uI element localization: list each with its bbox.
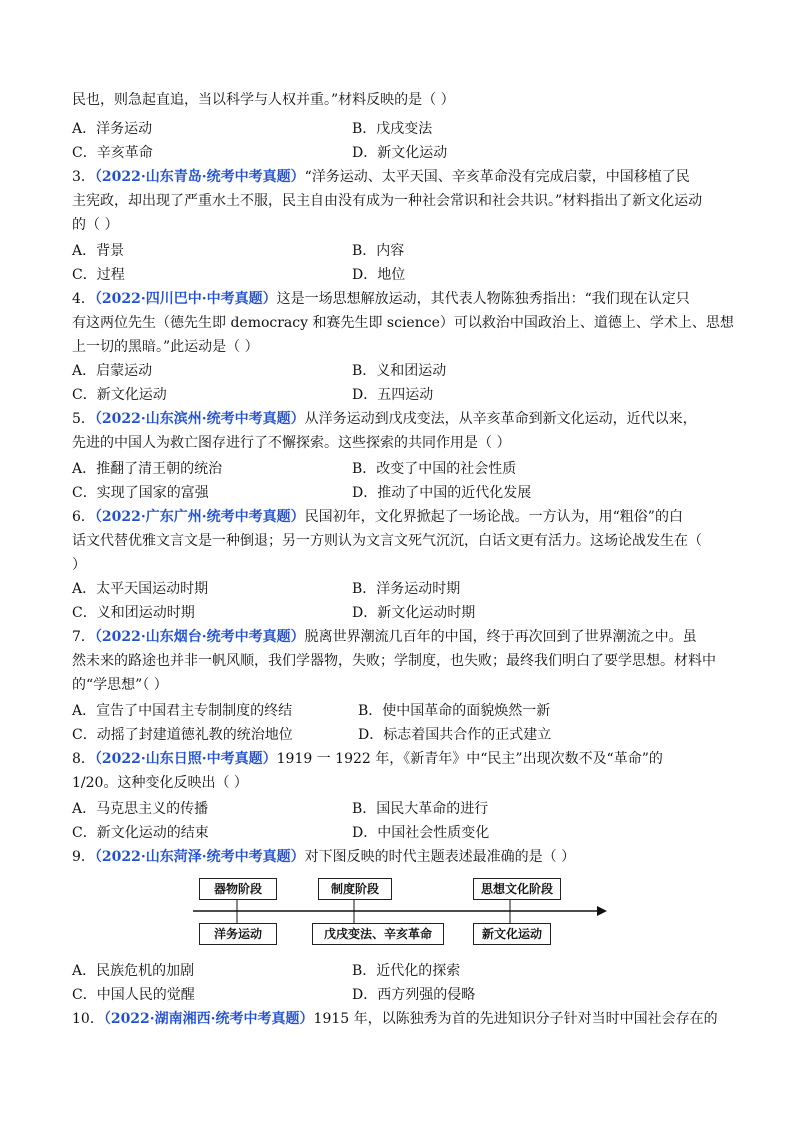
q3-option-b: B．内容 — [352, 243, 405, 259]
q8-option-c: C．新文化运动的结束 — [72, 825, 209, 841]
q4-option-d: D．五四运动 — [352, 387, 434, 403]
q5-text: 从洋务运动到戊戌变法，从辛亥革命到新文化运动，近代以来， — [304, 411, 697, 427]
q3-option-d: D．地位 — [352, 267, 406, 283]
q5-stem-line2: 先进的中国人为救亡图存进行了不懈探索。这些探索的共同作用是（ ） — [72, 435, 511, 451]
q9-number: 9． — [72, 849, 95, 865]
q2-option-b: B．戊戌变法 — [352, 121, 433, 137]
q6-stem-line2: 话文代替优雅文言文是一种倒退；另一方则认为文言文死气沉沉，白话文更有活力。这场论战发生在（ — [72, 533, 702, 549]
q7-option-d: D．标志着国共合作的正式建立 — [358, 727, 552, 743]
q4-stem-line1 — [72, 288, 728, 311]
q7-number: 7． — [72, 629, 95, 645]
q6-source: （2022·广东广州·统考中考真题） — [94, 509, 305, 525]
q2-option-c: C．辛亥革命 — [72, 145, 153, 161]
q10-text: 1915 年，以陈独秀为首的先进知识分子针对当时中国社会存在的 — [313, 1011, 718, 1027]
q4-option-c: C．新文化运动 — [72, 387, 167, 403]
stage-box-artifact: 器物阶段 — [199, 878, 277, 900]
q8-stem-line2: 1/20。这种变化反映出（ ） — [72, 775, 248, 791]
q7-stem-line3: 的“学思想”（ ） — [72, 677, 168, 693]
q8-option-a: A．马克思主义的传播 — [72, 801, 209, 817]
q6-stem-line3: ） — [72, 557, 86, 573]
q5-option-b: B．改变了中国的社会性质 — [352, 461, 517, 477]
event-box-westernization: 洋务运动 — [199, 923, 277, 945]
q7-stem-line2: 然未来的路途也并非一帆风顺，我们学器物，失败；学制度，也失败；最终我们明白了要学思想。材料中 — [72, 653, 716, 669]
q5-option-c: C．实现了国家的富强 — [72, 485, 209, 501]
q7-option-c: C．动摇了封建道德礼教的统治地位 — [72, 727, 293, 743]
q5-source: （2022·山东滨州·统考中考真题） — [94, 411, 305, 427]
stage-box-thought-culture: 思想文化阶段 — [473, 878, 561, 900]
q3-stem-line2: 主宪政，却出现了严重水土不服，民主自由没有成为一种社会常识和社会共识。”材料指出了新文化运动 — [72, 193, 703, 209]
q8-number: 8． — [72, 751, 95, 767]
timeline-arrowhead — [597, 906, 607, 916]
q3-source: （2022·山东青岛·统考中考真题） — [94, 169, 305, 185]
q3-text: “洋务运动、太平天国、辛亥革命没有完成启蒙，中国移植了民 — [304, 169, 690, 185]
timeline-diagram — [193, 876, 607, 946]
q4-stem-line3: 上一切的黑暗。”此运动是（ ） — [72, 339, 259, 355]
q7-source: （2022·山东烟台·统考中考真题） — [94, 629, 305, 645]
q6-text: 民国初年，文化界掀起了一场论战。一方认为，用“粗俗”的白 — [304, 509, 683, 525]
q3-option-a: A．背景 — [72, 243, 125, 259]
q2-stem-tail: 民也，则急起直追，当以科学与人权并重。”材料反映的是（ ） — [72, 92, 455, 108]
q4-source: （2022·四川巴中·中考真题） — [94, 291, 277, 307]
q6-number: 6． — [72, 509, 95, 525]
q7-stem-line1 — [72, 626, 728, 649]
q7-text: 脱离世界潮流几百年的中国，终于再次回到了世界潮流之中。虽 — [304, 629, 697, 645]
q3-stem-line1 — [72, 166, 728, 189]
q5-option-d: D．推动了中国的近代化发展 — [352, 485, 532, 501]
q7-option-b: B．使中国革命的面貌焕然一新 — [358, 703, 551, 719]
q5-stem-line1 — [72, 408, 728, 431]
q9-option-d: D．西方列强的侵略 — [352, 987, 476, 1003]
q8-option-b: B．国民大革命的进行 — [352, 801, 489, 817]
q2-option-d: D．新文化运动 — [352, 145, 448, 161]
q6-stem-line1 — [72, 506, 728, 529]
stage-box-institution: 制度阶段 — [318, 878, 392, 900]
q8-source: （2022·山东日照·中考真题） — [94, 751, 277, 767]
q10-number: 10． — [72, 1011, 104, 1027]
event-box-reform-revolution: 戊戌变法、辛亥革命 — [312, 923, 444, 945]
q6-option-d: D．新文化运动时期 — [352, 605, 476, 621]
q9-source: （2022·山东菏泽·统考中考真题） — [94, 849, 305, 865]
q4-text: 这是一场思想解放运动，其代表人物陈独秀指出：“我们现在认定只 — [276, 291, 690, 307]
q10-source: （2022·湖南湘西·统考中考真题） — [103, 1011, 314, 1027]
q5-number: 5． — [72, 411, 95, 427]
q4-stem-line2: 有这两位先生（德先生即 democracy 和赛先生即 science）可以救治中国政治上、道德上、学术上、思想 — [72, 315, 734, 331]
q3-stem-line3: 的（ ） — [72, 217, 119, 233]
q4-option-a: A．启蒙运动 — [72, 363, 153, 379]
q2-option-a: A．洋务运动 — [72, 121, 153, 137]
q9-option-a: A．民族危机的加剧 — [72, 963, 195, 979]
q8-stem-line1 — [72, 748, 728, 771]
q6-option-a: A．太平天国运动时期 — [72, 581, 209, 597]
q6-option-b: B．洋务运动时期 — [352, 581, 461, 597]
q6-option-c: C．义和团运动时期 — [72, 605, 195, 621]
q7-option-a: A．宣告了中国君主专制制度的终结 — [72, 703, 293, 719]
q9-text: 对下图反映的时代主题表述最准确的是（ ） — [304, 849, 576, 865]
q3-number: 3． — [72, 169, 95, 185]
q3-option-c: C．过程 — [72, 267, 125, 283]
q9-option-b: B．近代化的探索 — [352, 963, 461, 979]
event-box-new-culture: 新文化运动 — [473, 923, 551, 945]
q4-number: 4． — [72, 291, 95, 307]
q5-option-a: A．推翻了清王朝的统治 — [72, 461, 223, 477]
q10-stem-line1 — [72, 1008, 728, 1031]
q8-option-d: D．中国社会性质变化 — [352, 825, 490, 841]
q9-option-c: C．中国人民的觉醒 — [72, 987, 195, 1003]
q4-option-b: B．义和团运动 — [352, 363, 447, 379]
q9-stem-line1 — [72, 846, 728, 869]
q8-text: 1919 一 1922 年，《新青年》中“民主”出现次数不及“革命”的 — [276, 751, 663, 767]
